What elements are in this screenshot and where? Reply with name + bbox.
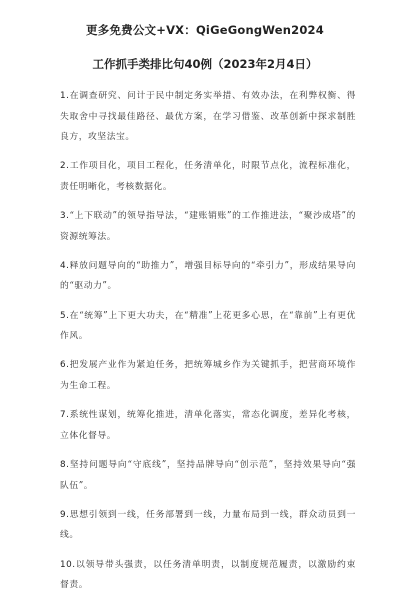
- list-item: [60, 355, 356, 396]
- item-text: 系统性谋划，统筹化推进，清单化落实，常态化调度，差异化考核，立体化督导。: [60, 410, 356, 441]
- item-text: 思想引领到一线，任务部署到一线，力量布局到一线，群众动员到一线。: [60, 509, 356, 541]
- item-number: 4.: [60, 260, 70, 271]
- item-number: 3.: [60, 211, 70, 222]
- item-list: [60, 86, 356, 604]
- item-text: “上下联动”的领导指导法，“建账销账”的工作推进法，“聚沙成塔”的资源统筹法。: [60, 211, 356, 242]
- list-item: [60, 86, 356, 148]
- item-number: 1.: [60, 91, 70, 101]
- list-item: [60, 405, 356, 446]
- item-text: 坚持问题导向“守底线”，坚持品牌导向“创示范”，坚持效果导向“强队伍”。: [60, 460, 356, 491]
- list-item: [60, 555, 356, 596]
- item-number: 8.: [60, 460, 70, 471]
- list-item: [60, 256, 356, 297]
- list-item: [60, 455, 356, 496]
- item-number: 2.: [60, 161, 70, 172]
- promo-header: 更多免费公文+VX：QiGeGongWen2024: [86, 23, 324, 37]
- item-text: 以领导带头强责，以任务清单明责，以制度规范履责，以激励约束督责。: [60, 559, 356, 591]
- item-number: 9.: [60, 509, 70, 520]
- list-item: [60, 206, 356, 247]
- item-number: 7.: [60, 410, 70, 421]
- item-number: 10.: [60, 559, 76, 570]
- item-text: 把发展产业作为紧迫任务，把统筹城乡作为关键抓手，把营商环境作为生命工程。: [60, 360, 356, 391]
- item-text: 工作项目化，项目工程化，任务清单化，时限节点化，流程标准化，责任明晰化，考核数据化。: [60, 161, 356, 192]
- list-item: [60, 156, 356, 197]
- item-text: 在“统筹”上下更大功夫，在“精准”上花更多心思，在“靠前”上有更优作风。: [60, 310, 356, 342]
- list-item: [60, 306, 356, 347]
- item-number: 5.: [60, 310, 70, 321]
- document-title: 工作抓手类排比句40例（2023年2月4日）: [92, 57, 318, 71]
- list-item: [60, 505, 356, 546]
- item-text: 在调查研究、问计于民中制定务实举措、有效办法，在利弊权衡、得失取舍中寻找最佳路径、最优方案，在学习借鉴、改革创新中探求制胜良方，攻坚法宝。: [60, 91, 356, 142]
- item-text: 释放问题导向的“助推力”，增强目标导向的“牵引力”，形成结果导向的“驱动力”。: [60, 260, 356, 292]
- item-number: 6.: [60, 360, 70, 371]
